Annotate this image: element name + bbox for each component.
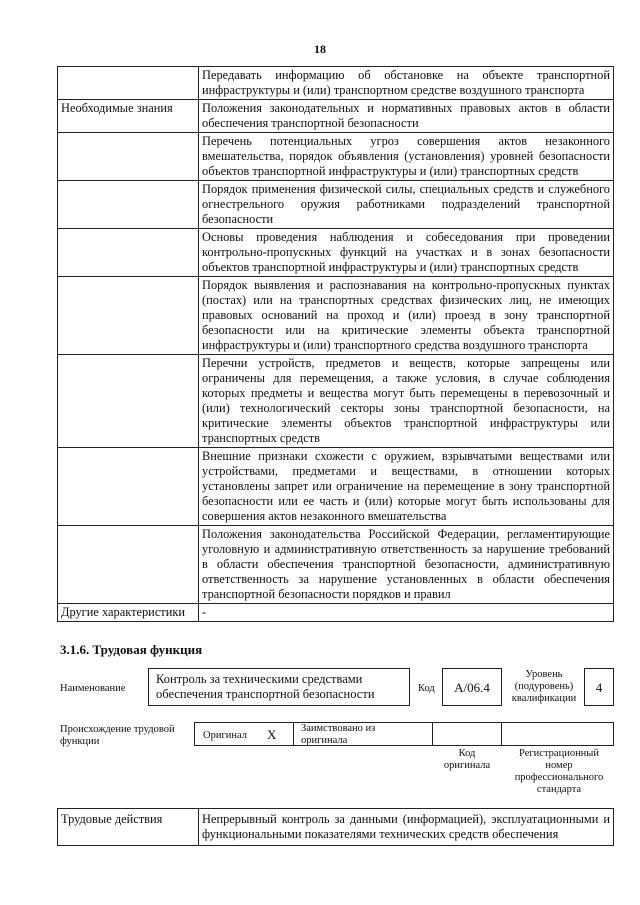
row-value: Положения законодательных и нормативных правовых актов в области обеспечения транспортной безопасности [199, 100, 614, 133]
level-box [584, 668, 614, 706]
table-row [58, 604, 614, 622]
reg-number-cell [501, 722, 614, 746]
code-original-caption: Код оригинала [443, 748, 491, 771]
level-value: 4 [595, 680, 603, 695]
row-label [58, 181, 199, 229]
table-row [58, 526, 614, 604]
table-row [58, 181, 614, 229]
row-value: Порядок применения физической силы, специальных средств и служебного огнестрельного оружия работниками подразделений транспортной безопасности [199, 181, 614, 229]
row-value: Внешние признаки схожести с оружием, взрывчатыми веществами или устройствами, предметами и веществами, в отношении которых установлены запрет или ограничение на перемещение в зону транспортной безопасности или ее часть и (или) которые могут быть использованы для совершения актов незаконного вмешательства [199, 448, 614, 526]
labor-actions-table [57, 808, 614, 846]
row-label [58, 355, 199, 448]
origin-label: Происхождение трудовой функции [60, 724, 175, 747]
table-row [58, 355, 614, 448]
row-value: Положения законодательства Российской Федерации, регламентирующие уголовную и административную ответственность за нарушение требований в области обеспечения транспортной безопасности, административную ответственность за нарушение установленных в области обеспечения транспортной безопасности порядков и правил [199, 526, 614, 604]
name-box [148, 668, 410, 706]
reg-number-caption: Регистрационный номер профессионального стандарта [514, 748, 604, 795]
table-row [58, 277, 614, 355]
row-value: - [199, 604, 614, 622]
row-label: Необходимые знания [58, 100, 199, 133]
level-label: Уровень (подуровень) квалификации [511, 669, 577, 704]
row-value: Перечни устройств, предметов и веществ, которые запрещены или ограничены для перемещения, а также условия, в случае соблюдения которых предметы и вещества могут быть перемещены в перевозочный и (или) технологический секторы зоны транспортной безопасности, на критические элементы объектов транспортной инфраструктуры или транспортных средств [199, 355, 614, 448]
row-label: Трудовые действия [58, 809, 199, 846]
row-label [58, 526, 199, 604]
table-row [58, 229, 614, 277]
code-box [442, 668, 502, 706]
code-label: Код [418, 683, 435, 694]
row-label [58, 67, 199, 100]
borrowed-cell [293, 722, 433, 746]
table-row [58, 133, 614, 181]
row-label [58, 448, 199, 526]
row-label: Другие характеристики [58, 604, 199, 622]
row-value: Перечень потенциальных угроз совершения актов незаконного вмешательства, порядок объявления (установления) уровней безопасности объектов транспортной инфраструктуры и (или) транспортных средств [199, 133, 614, 181]
code-original-cell [432, 722, 502, 746]
row-value: Основы проведения наблюдения и собеседования при проведении контрольно-пропускных функций на участках и в зонах безопасности объектов транспортной инфраструктуры и (или) транспортных средств [199, 229, 614, 277]
row-label [58, 133, 199, 181]
original-cell [194, 722, 294, 746]
row-value: Передавать информацию об обстановке на объекте транспортной инфраструктуры и (или) транспортном средстве воздушного транспорта [199, 67, 614, 100]
section-heading: 3.1.6. Трудовая функция [60, 642, 203, 657]
page-number: 18 [314, 42, 326, 56]
original-label: Оригинал [203, 730, 247, 741]
table-row [58, 448, 614, 526]
row-value: Порядок выявления и распознавания на контрольно-пропускных пунктах (постах) или на транспортных средствах физических лиц, не имеющих правовых оснований на проход и (или) проезд в зону транспортной безопасности или на критические элементы объекта транспортной инфраструктуры и (или) транспортного средства воздушного транспорта [199, 277, 614, 355]
row-label [58, 229, 199, 277]
knowledge-table [57, 66, 614, 622]
borrowed-label: Заимствовано из оригинала [301, 723, 376, 746]
table-row [58, 100, 614, 133]
original-mark: X [267, 727, 277, 742]
function-code: А/06.4 [454, 680, 490, 695]
name-label: Наименование [60, 683, 126, 694]
row-label [58, 277, 199, 355]
function-name: Контроль за техническими средствами обеспечения транспортной безопасности [156, 672, 375, 701]
table-row [58, 67, 614, 100]
row-value: Непрерывный контроль за данными (информацией), эксплуатационными и функциональными показателями технических средств обеспечения [199, 809, 614, 846]
table-row [58, 809, 614, 846]
